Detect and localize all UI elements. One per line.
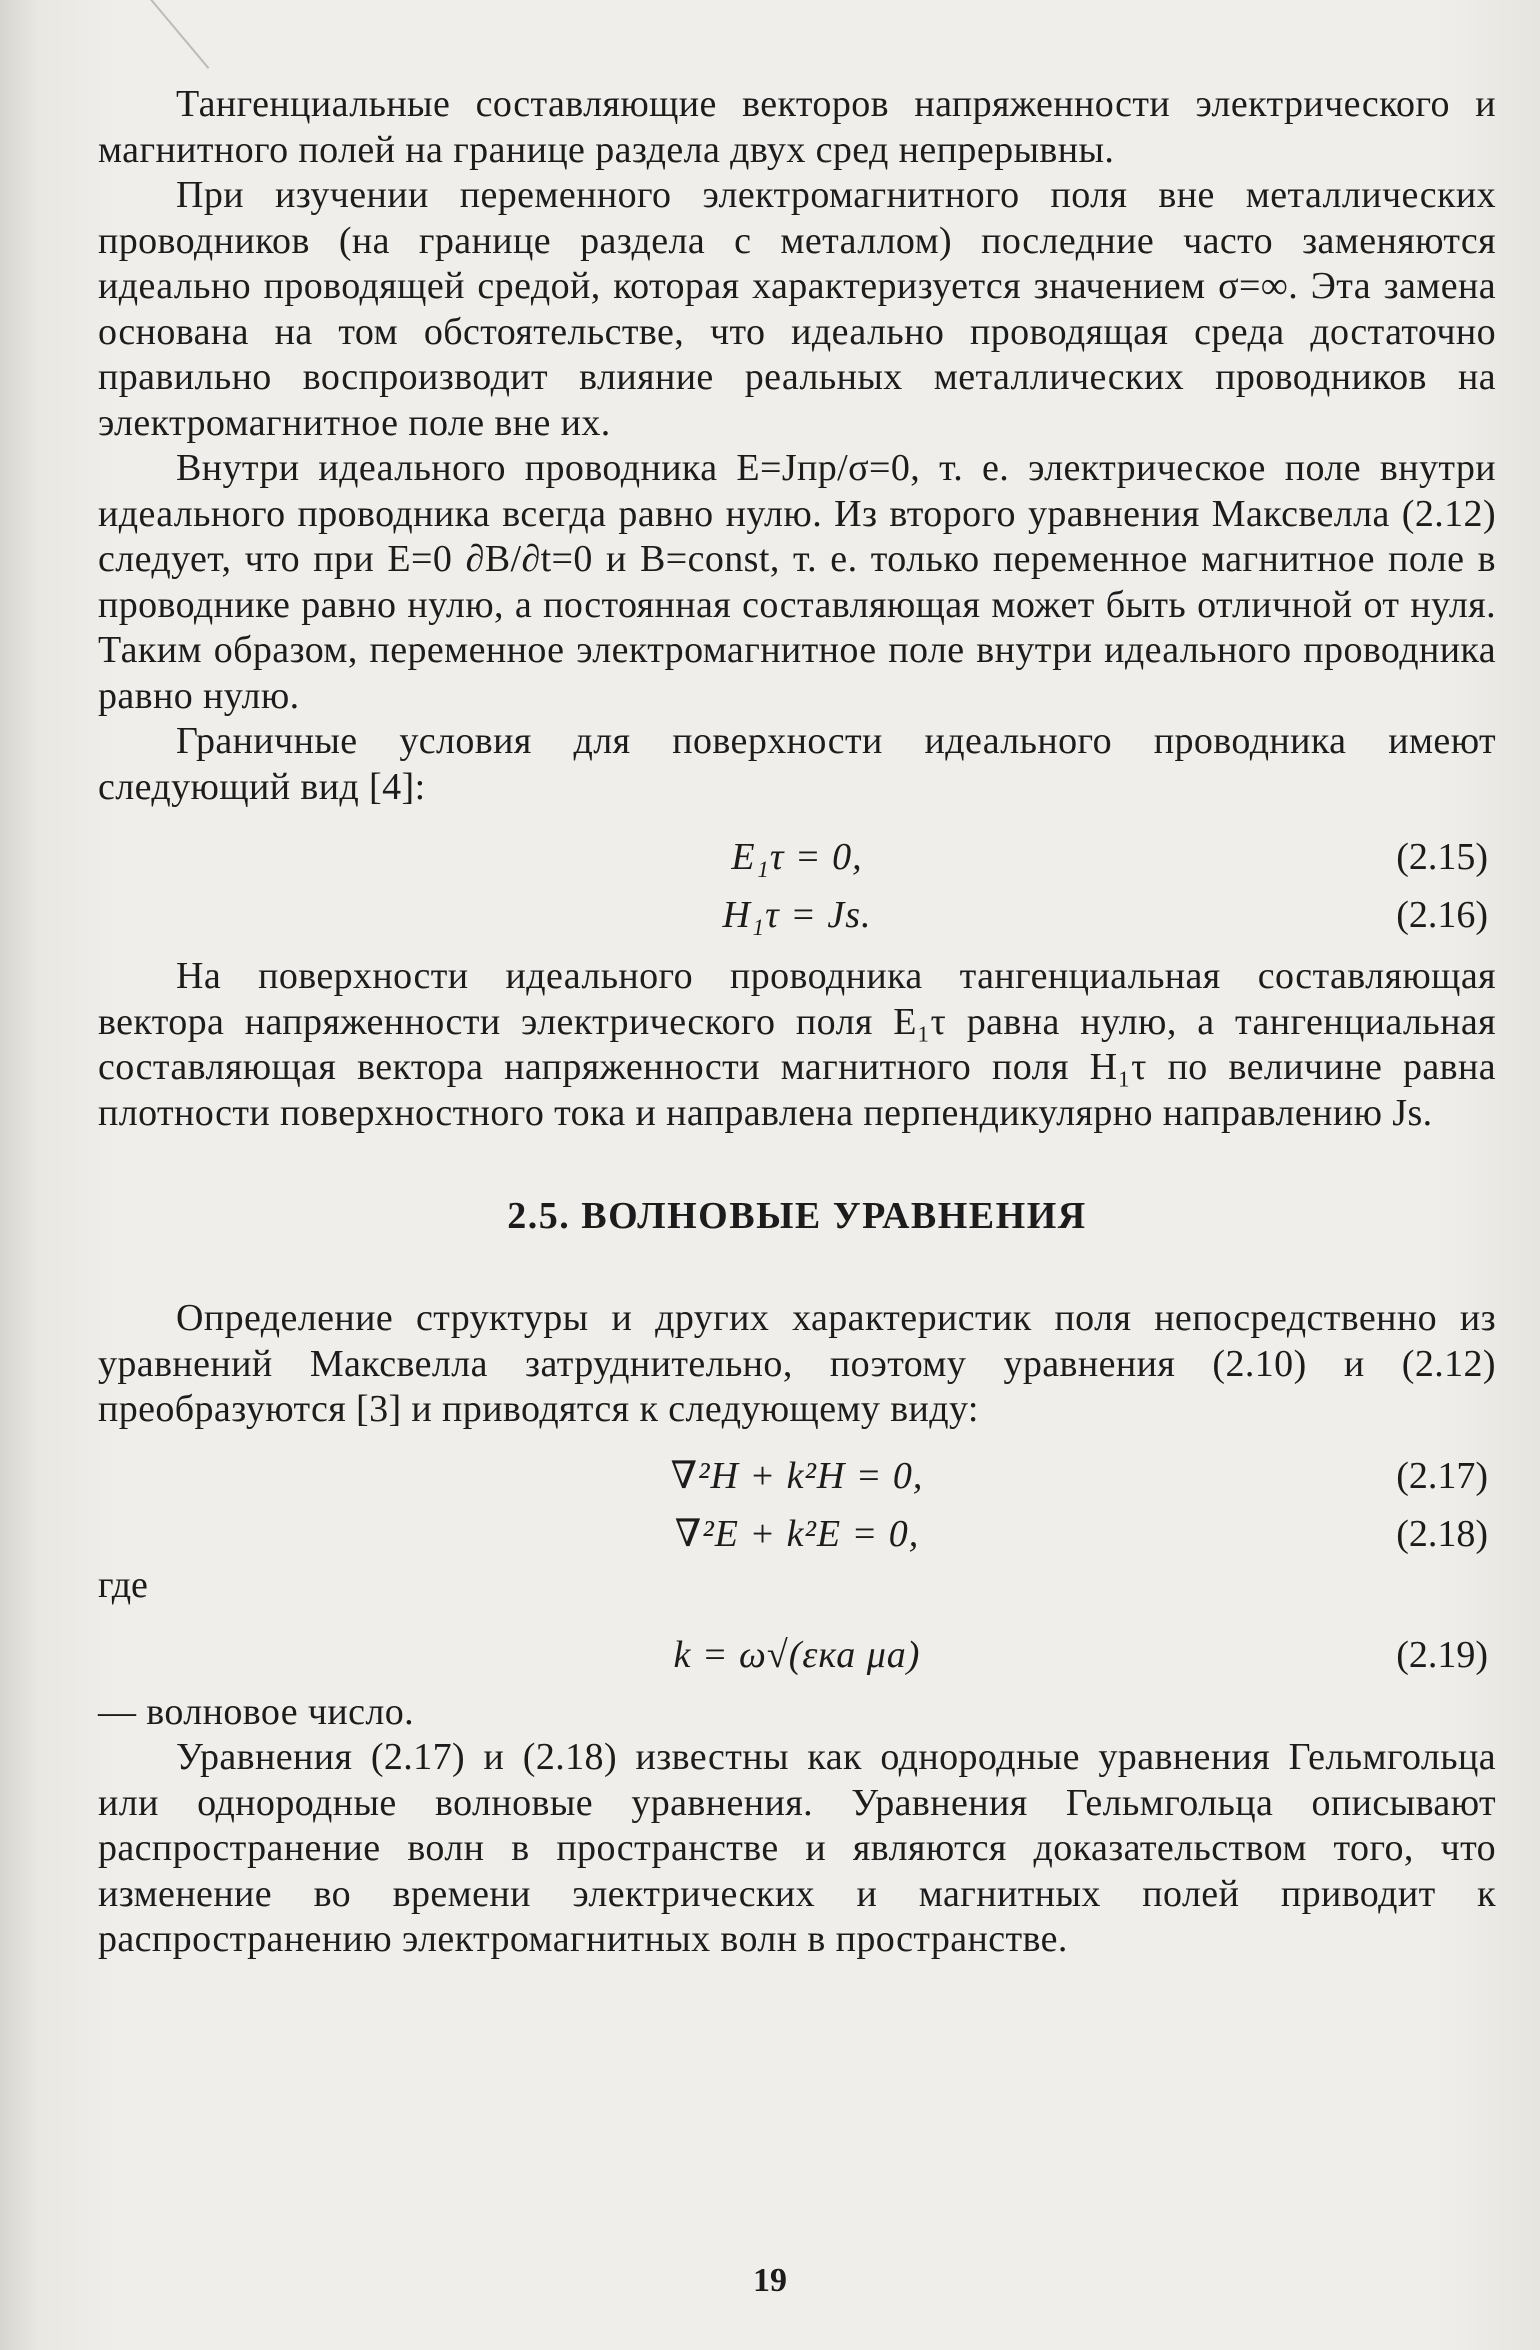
paragraph-helmholtz-description: Уравнения (2.17) и (2.18) известны как однородные уравнения Гельмгольца или однородные волновые уравнения. Уравнения Гельмгольца описывают распространение волн в пространстве и являются доказательством того, что изменение во времени электрических и магнитных полей приводит к распространению электромагнитных волн в пространстве. (98, 1736, 1496, 1960)
equation-2-16 (98, 886, 1496, 944)
equation-number: (2.19) (1396, 1633, 1488, 1676)
where-label: где (98, 1563, 148, 1606)
paragraph-boundary-explanation: На поверхности идеального проводника тангенциальная составляющая вектора напряженности электрического поля E₁τ равна нулю, а тангенциальная составляющая вектора напряженности магнитного поля H₁τ по величине равна плотности поверхностного тока и направлена перпендикулярно направлению Js. (98, 955, 1496, 1134)
equation-number: (2.15) (1396, 836, 1488, 878)
equation-number: (2.16) (1396, 894, 1488, 936)
equation-group-boundary (98, 828, 1496, 944)
paragraph-wave-equations-intro: Определение структуры и других характеристик поля непосредственно из уравнений Максвелла затруднительно, поэтому уравнения (2.10) и (2.12) преобразуются [3] и приводятся к следующему виду: (98, 1297, 1496, 1430)
paragraph-tangential-continuity: Тангенциальные составляющие векторов напряженности электрического и магнитного полей на границе раздела двух сред непрерывны. (98, 83, 1496, 171)
section-heading: 2.5. ВОЛНОВЫЕ УРАВНЕНИЯ (507, 1195, 1087, 1237)
page-body (98, 82, 1496, 1963)
equation-formula: ∇²H + k²H = 0, (670, 1454, 924, 1497)
equation-formula: k = ω√(εка μа) (673, 1633, 921, 1676)
paragraph-inside-conductor: Внутри идеального проводника E=Jпр/σ=0, т. е. электрическое поле внутри идеального проводника всегда равно нулю. Из второго уравнения Максвелла (2.12) следует, что при E=0 ∂B/∂t=0 и B=const, т. е. только переменное магнитное поле в проводнике равно нулю, а постоянная составляющая может быть отличной от нуля. Таким образом, переменное электромагнитное поле внутри идеального проводника равно нулю. (98, 447, 1496, 717)
paragraph-wavenumber-label: — волновое число. (98, 1690, 415, 1733)
equation-2-19 (98, 1626, 1496, 1684)
equation-group-wavenumber (98, 1626, 1496, 1684)
equation-2-15 (98, 828, 1496, 886)
equation-formula: ∇²E + k²E = 0, (674, 1512, 920, 1555)
paragraph-ideal-conductor: При изучении переменного электромагнитного поля вне металлических проводников (на границе раздела с металлом) последние часто заменяются идеально проводящей средой, которая характеризуется значением σ=∞. Эта замена основана на том обстоятельстве, что идеально проводящая среда достаточно правильно воспроизводит влияние реальных металлических проводников на электромагнитное поле вне их. (98, 174, 1496, 444)
page-number: 19 (753, 2262, 787, 2299)
equation-formula: E₁τ = 0, (731, 836, 863, 878)
equation-group-helmholtz (98, 1447, 1496, 1563)
equation-number: (2.18) (1396, 1512, 1488, 1555)
scan-artifact (150, 0, 209, 69)
paragraph-boundary-conditions-intro: Граничные условия для поверхности идеального проводника имеют следующий вид [4]: (98, 720, 1496, 808)
equation-2-18 (98, 1505, 1496, 1563)
equation-formula: H₁τ = Js. (722, 894, 872, 936)
equation-2-17 (98, 1447, 1496, 1505)
equation-number: (2.17) (1396, 1454, 1488, 1497)
